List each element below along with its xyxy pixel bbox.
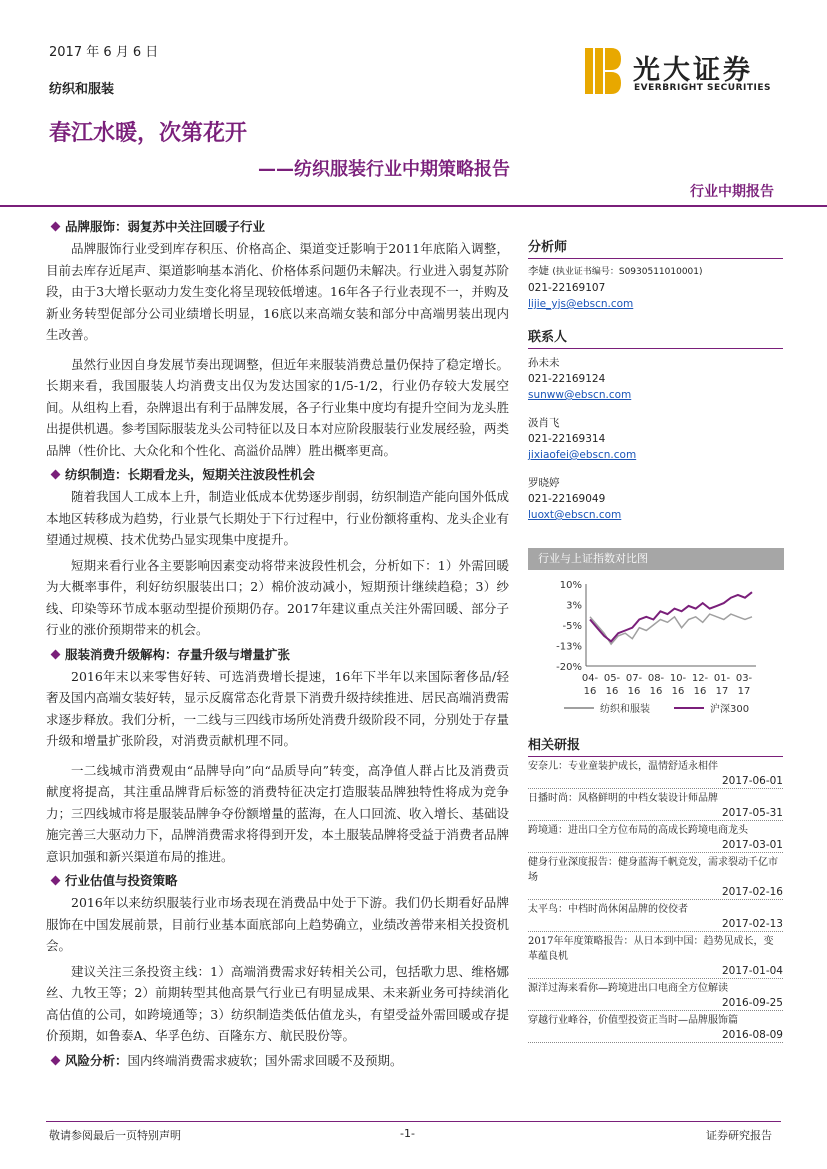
- company-logo: [585, 46, 795, 96]
- y-tick-label: 10%: [559, 580, 582, 591]
- x-tick-label: 05-: [603, 673, 621, 684]
- x-tick-label: 08-: [647, 673, 665, 684]
- analyst-heading: 分析师: [528, 240, 568, 255]
- analyst-name: 李婕: [528, 265, 549, 277]
- contact-item: [528, 475, 783, 523]
- contact-phone: 021-22169049: [528, 493, 606, 505]
- section-body-brand-apparel: [46, 238, 509, 461]
- series-line-textile: [590, 614, 752, 644]
- x-tick-label: 04-: [581, 673, 599, 684]
- related-item[interactable]: 太平鸟：中档时尚休闲品牌的佼佼者 2017-02-13: [528, 900, 783, 932]
- analyst-phone: 021-22169107: [528, 282, 606, 294]
- chart-title: 行业与上证指数对比图: [528, 548, 784, 570]
- analyst-divider: [528, 258, 783, 259]
- sidebar: [528, 236, 783, 523]
- main-content: [46, 216, 509, 1072]
- contact-name: 罗晓婷: [528, 477, 560, 489]
- related-item[interactable]: 健身行业深度报告：健身蓝海千帆竞发，需求裂动千亿市场 2017-02-16: [528, 853, 783, 900]
- comparison-chart: [528, 548, 784, 723]
- diamond-bullet-icon: [51, 222, 61, 232]
- related-item[interactable]: 安奈儿：专业童装护成长，温情舒适永相伴 2017-06-01: [528, 757, 783, 789]
- section-body-valuation-strategy: [46, 892, 509, 1047]
- footer-report-kind: 证券研究报告: [706, 1129, 772, 1142]
- x-tick-label: 03-: [735, 673, 753, 684]
- legend-label: 纺织和服装: [600, 704, 650, 715]
- risk-text: 国内终端消费需求疲软；国外需求回暖不及预期。: [127, 1052, 403, 1068]
- contact-email-link[interactable]: jixiaofei@ebscn.com: [528, 449, 637, 461]
- section-risk-analysis: 风险分析：国内终端消费需求疲软；国外需求回暖不及预期。: [46, 1050, 509, 1072]
- footer-disclaimer: 敬请参阅最后一页特别声明: [49, 1129, 181, 1142]
- paragraph: 一二线城市消费观由“品牌导向”向“品质导向”转变，高净值人群占比及消费贡献度将提高，其注重品牌背后标签的消费特征决定打造服装品牌独特性将成为竞争力；三四线城市将是服装品牌争夺份额增量的蓝海，在人口回流、收入增长、基础设施完善三大驱动力下，品牌消费需求将得到开发，本土服装品牌将受益于消费者品牌意识加强和新兴渠道布局的推进。: [46, 762, 509, 864]
- paragraph: 虽然行业因自身发展节奏出现调整，但近年来服装消费总量仍保持了稳定增长。长期来看，我国服装人均消费支出仅为发达国家的1/5-1/2，行业仍存较大发展空间。从组构上看，杂牌退出有利于品牌发展，各子行业集中度均有提升空间为龙头胜出提供机遇。参考国际服装龙头公司特征以及日本对应阶段服装行业发展经验，两类品牌（性价比、大众化和个性化、高溢价品牌）胜出概率更高。: [46, 356, 509, 458]
- x-tick-label: 16: [649, 686, 663, 697]
- legend-label: 沪深300: [710, 704, 750, 715]
- contact-phone: 021-22169314: [528, 433, 606, 445]
- section-title-brand-apparel: 品牌服饰：弱复苏中关注回暖子行业: [46, 216, 509, 238]
- paragraph: 随着我国人工成本上升，制造业低成本优势逐步削弱，纺织制造产能向国外低成本地区转移成为趋势，行业景气长期处于下行过程中，行业份额将重构、龙头企业有望通过规模、技术优势凸显实现集中度提升。: [46, 489, 509, 547]
- logo-english-name: EVERBRIGHT SECURITIES: [634, 83, 771, 93]
- industry-label: 纺织和服装: [49, 82, 115, 97]
- paragraph: 2016年末以来零售好转、可选消费增长提速，16年下半年以来国际奢侈品/轻奢及国内高端女装好转，显示反腐常态化背景下消费升级持续推进、居民高端消费需求逐步释放。我们分析，一二线与三四线市场所处消费升级阶段不同，分别处于存量升级和增量扩张阶段，对消费贡献机理不同。: [46, 668, 509, 748]
- related-research: [528, 734, 783, 1043]
- section-body-consumption-upgrade: [46, 666, 509, 868]
- report-subtitle: ——纺织服装行业中期策略报告: [258, 159, 510, 180]
- contact-item: [528, 355, 783, 403]
- footer-divider: [46, 1121, 781, 1122]
- analyst-email-link[interactable]: lijie_yjs@ebscn.com: [528, 298, 634, 310]
- x-tick-label: 16: [583, 686, 597, 697]
- related-list: [528, 757, 783, 1043]
- y-tick-label: 3%: [566, 600, 582, 612]
- analyst-name-line: [528, 263, 783, 280]
- paragraph: 短期来看行业各主要影响因素变动将带来波段性机会，分析如下：1）外需回暖为大概率事件，利好纺织服装出口；2）棉价波动减小，短期预计继续趋稳；3）纱线、印染等环节成本驱动型提价预期仍存。2017年建议重点关注外需回暖、部分子行业的涨价预期带来的机会。: [46, 557, 509, 637]
- x-tick-label: 16: [693, 686, 707, 697]
- contact-item: [528, 415, 783, 463]
- related-heading: 相关研报: [528, 738, 581, 753]
- x-tick-label: 17: [715, 686, 729, 697]
- y-tick-label: -13%: [556, 641, 582, 653]
- y-tick-label: -20%: [556, 662, 582, 673]
- report-type: 行业中期报告: [690, 184, 774, 200]
- logo-chinese-name: 光大证券: [633, 55, 753, 86]
- section-title-valuation-strategy: 行业估值与投资策略: [46, 870, 509, 892]
- x-tick-label: 17: [737, 686, 751, 697]
- contacts-divider: [528, 348, 783, 349]
- analyst-cert: (执业证书编号：S0930511010001): [552, 267, 703, 277]
- chart-plot: [528, 570, 784, 723]
- x-tick-label: 16: [605, 686, 619, 697]
- x-tick-label: 10-: [669, 673, 687, 684]
- contact-name: 孙未未: [528, 357, 560, 369]
- contacts-heading: 联系人: [528, 330, 568, 345]
- section-title-consumption-upgrade: 服装消费升级解构：存量升级与增量扩张: [46, 644, 509, 666]
- diamond-bullet-icon: [51, 1055, 61, 1065]
- diamond-bullet-icon: [51, 876, 61, 886]
- x-tick-label: 12-: [691, 673, 709, 684]
- header-divider: [0, 205, 827, 207]
- x-tick-label: 16: [627, 686, 641, 697]
- related-item[interactable]: 日播时尚：风格鲜明的中档女装设计师品牌 2017-05-31: [528, 789, 783, 821]
- paragraph: 建议关注三条投资主线：1）高端消费需求好转相关公司，包括歌力思、维格娜丝、九牧王等；2）前期转型其他高景气行业已有明显成果、未来新业务可持续消化高估值的公司，如跨境通等；3）纺织制造类低估值龙头，有望受益外需回暖或存提价预期，如鲁泰A、华孚色纺、百隆东方、航民股份等。: [46, 963, 509, 1043]
- related-item[interactable]: 2017年年度策略报告：从日本到中国：趋势见成长，变革蕴良机 2017-01-04: [528, 932, 783, 979]
- contact-email-link[interactable]: luoxt@ebscn.com: [528, 509, 622, 521]
- page-number: -1-: [400, 1127, 415, 1140]
- report-date: 2017 年 6 月 6 日: [49, 45, 159, 60]
- report-title: 春江水暖，次第花开: [49, 121, 248, 146]
- section-body-textile-manufacturing: [46, 486, 509, 641]
- section-title-textile-manufacturing: 纺织制造：长期看龙头，短期关注波段性机会: [46, 464, 509, 486]
- related-item[interactable]: 跨境通：进出口全方位布局的高成长跨境电商龙头 2017-03-01: [528, 821, 783, 853]
- y-tick-label: -5%: [562, 621, 582, 632]
- contact-name: 汲肖飞: [528, 417, 560, 429]
- diamond-bullet-icon: [51, 649, 61, 659]
- related-item[interactable]: 源洋过海来看你—跨境进出口电商全方位解读 2016-09-25: [528, 979, 783, 1011]
- x-tick-label: 16: [671, 686, 685, 697]
- paragraph: 品牌服饰行业受到库存积压、价格高企、渠道变迁影响于2011年底陷入调整，目前去库存近尾声、渠道影响基本消化、价格体系问题仍未解决。行业进入弱复苏阶段，由于3大增长驱动力发生变化将呈现较低增速。16年各子行业表现不一，并购及新业务转型促部分公司业绩增长明显，16底以来高端女装和部分中高端男装出现内生改善。: [46, 241, 509, 342]
- contact-phone: 021-22169124: [528, 373, 606, 385]
- logo-mark-icon: [585, 48, 621, 94]
- related-item[interactable]: 穿越行业峰谷，价值型投资正当时—品牌服饰篇 2016-08-09: [528, 1011, 783, 1043]
- x-tick-label: 01-: [713, 673, 731, 684]
- paragraph: 2016年以来纺织服装行业市场表现在消费品中处于下游。我们仍长期看好品牌服饰在中国发展前景，目前行业基本面底部向上趋势确立，业绩改善带来相关投资机会。: [46, 895, 509, 953]
- contact-email-link[interactable]: sunww@ebscn.com: [528, 389, 632, 401]
- x-tick-label: 07-: [625, 673, 643, 684]
- diamond-bullet-icon: [51, 470, 61, 480]
